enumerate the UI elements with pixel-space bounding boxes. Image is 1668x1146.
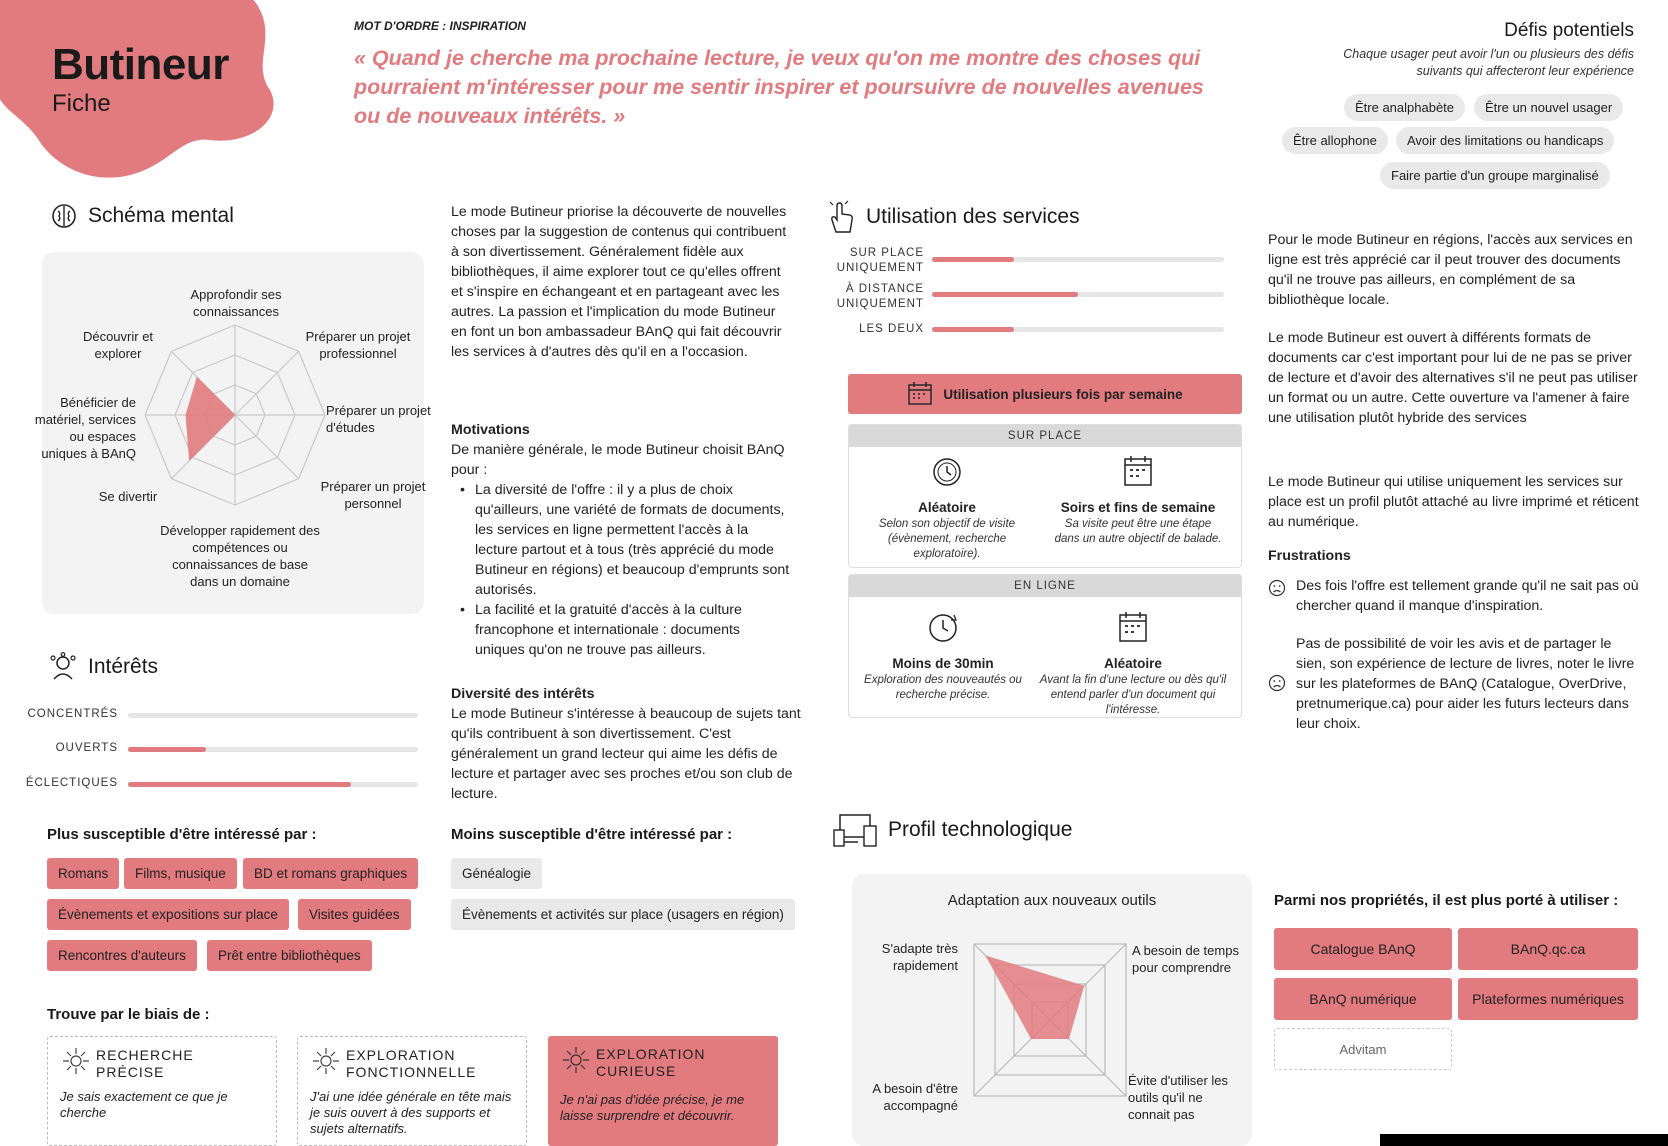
bottom-bar	[1380, 1134, 1668, 1146]
trouve-card-desc: J'ai une idée générale en tête mais je suis ouvert à des supports et sujets alternatifs.	[310, 1089, 512, 1136]
tech-label: A besoin de temps pour comprendre	[1132, 943, 1239, 975]
devices-icon	[832, 812, 878, 848]
clock-icon	[930, 455, 964, 489]
tech-radar	[970, 940, 1130, 1100]
plus-tag: Prêt entre bibliothèques	[207, 940, 372, 971]
intro-text: Le mode Butineur priorise la découverte de nouvelles choses par la suggestion de contenus qui contribuent à son divertissement. Généralement fidèle aux bibliothèques, il aime explorer tout ce qu'elles offrent et s'inspire en échangeant et en partageant avec les autres. La passion et l'implication du mode Butineur en font un bon ambassadeur BAnQ qui fait découvrir les services à d'autres dès qu'il en a l'occasion.	[451, 204, 787, 360]
page-title: Butineur	[52, 40, 229, 89]
defis-description: Chaque usager peut avoir l'un ou plusieurs des défis suivants qui affecteront leur expérience	[1343, 47, 1634, 78]
interet-bar-fill	[128, 782, 351, 787]
plus-tag: Évènements et expositions sur place	[47, 899, 289, 930]
tech-radar-area	[985, 955, 1084, 1039]
sparkle-icon	[560, 1044, 592, 1076]
interet-bar-track	[128, 747, 418, 752]
trouve-card-title: EXPLORATION CURIEUSE	[596, 1046, 706, 1079]
motivations-intro: De manière générale, le mode Butineur choisit BAnQ pour :	[451, 442, 785, 478]
calendar-icon	[1122, 455, 1154, 489]
defi-chip: Être un nouvel usager	[1474, 94, 1623, 121]
sparkle-icon	[310, 1045, 342, 1077]
interet-bar-label: ÉCLECTIQUES	[25, 777, 118, 789]
service-bar-label: LES DEUX	[859, 323, 924, 335]
defi-chip: Avoir des limitations ou handicaps	[1396, 127, 1614, 154]
usage-col	[863, 611, 1023, 703]
props-title: Parmi nos propriétés, il est plus porté à utiliser :	[1274, 892, 1619, 909]
tech-heading	[832, 812, 1072, 848]
trouve-card-title: RECHERCHE PRÉCISE	[96, 1047, 194, 1080]
trouve-card-title: EXPLORATION FONCTIONNELLE	[346, 1047, 477, 1080]
schema-heading	[50, 202, 234, 230]
schema-title: Schéma mental	[88, 204, 234, 227]
plus-tag: Visites guidées	[298, 899, 411, 930]
prop-plateformes: Plateformes numériques	[1458, 978, 1638, 1020]
trouve-title: Trouve par le biais de :	[47, 1006, 210, 1023]
service-bar-fill	[932, 327, 1014, 332]
plus-tag: BD et romans graphiques	[243, 858, 418, 889]
usage-col-desc: Sa visite peut être une étape dans un autre objectif de balade.	[1054, 518, 1222, 545]
persona-quote: « Quand je cherche ma prochaine lecture, je veux qu'on me montre des choses qui pourraient m'intéresser pour me sentir inspirer et poursuivre de nouvelles avenues ou de nouveaux intérêts. »	[354, 46, 1204, 128]
diversite-text: Le mode Butineur s'intéresse à beaucoup de sujets tant qu'ils contribuent à son divertissement. C'est généralement un grand lecteur qui aime les défis de lecture et partager avec ses proches et/ou son club de lecture.	[451, 706, 801, 802]
schema-label: Préparer un projet personnel	[320, 479, 426, 511]
interet-bar-fill	[128, 747, 206, 752]
sad-face-icon	[1268, 579, 1286, 597]
usage-col-title: Soirs et fins de semaine	[1060, 500, 1216, 515]
usage-col-desc: Exploration des nouveautés ou recherche précise.	[864, 674, 1022, 701]
tech-label: A besoin d'être accompagné	[872, 1081, 958, 1113]
plus-tag: Films, musique	[124, 858, 237, 889]
frustration-item	[1268, 634, 1640, 734]
timer-icon	[926, 611, 960, 645]
page-subtitle: Fiche	[52, 90, 111, 117]
service-bar-label: SUR PLACE UNIQUEMENT	[836, 247, 924, 274]
usage-col-desc: Selon son objectif de visite (évènement, recherche exploratoire).	[878, 518, 1016, 560]
sur-place-paragraph: Le mode Butineur qui utilise uniquement les services sur place est un profil plutôt attaché au livre imprimé et réticent au numérique.	[1268, 474, 1639, 530]
schema-label: Approfondir ses connaissances	[190, 287, 282, 319]
interet-bar-label: CONCENTRÉS	[27, 708, 118, 720]
defi-chip: Faire partie d'un groupe marginalisé	[1380, 162, 1610, 189]
interet-bar-track	[128, 782, 418, 787]
interet-bar-label: OUVERTS	[55, 742, 118, 754]
radar-axis	[235, 415, 299, 479]
sparkle-icon	[60, 1045, 92, 1077]
frequency-text: Utilisation plusieurs fois par semaine	[943, 386, 1183, 402]
brain-icon	[50, 202, 78, 230]
trouve-card	[47, 1036, 277, 1146]
plus-title: Plus susceptible d'être intéressé par :	[47, 826, 317, 843]
usage-en-ligne	[848, 574, 1242, 718]
plus-tag: Romans	[47, 858, 119, 889]
interets-title: Intérêts	[88, 655, 159, 678]
motivations-title: Motivations	[451, 422, 530, 438]
service-bar-track	[932, 292, 1224, 297]
trouve-card	[297, 1036, 527, 1146]
usage-sur-place	[848, 424, 1242, 568]
frustration-text: Des fois l'offre est tellement grande qu'il ne sait pas où chercher quand il manque d'inspiration.	[1296, 578, 1639, 614]
services-heading	[828, 200, 1080, 234]
tech-label: S'adapte très rapidement	[881, 941, 958, 973]
service-bar-track	[932, 327, 1224, 332]
plus-tag: Rencontres d'auteurs	[47, 940, 197, 971]
moins-title: Moins susceptible d'être intéressé par :	[451, 826, 733, 843]
usage-col-title: Aléatoire	[1104, 656, 1162, 671]
service-bar-track	[932, 257, 1224, 262]
frustration-item	[1268, 576, 1640, 616]
usage-col	[1053, 455, 1223, 547]
interests-person-icon	[48, 652, 78, 682]
calendar-icon	[1117, 611, 1149, 645]
usage-col-title: Aléatoire	[918, 500, 976, 515]
prop-advitam: Advitam	[1274, 1028, 1452, 1070]
calendar-icon	[907, 381, 933, 407]
tech-title: Profil technologique	[888, 818, 1073, 841]
radar-axis	[235, 351, 299, 415]
usage-head: SUR PLACE	[849, 425, 1241, 447]
usage-col-desc: Avant la fin d'une lecture ou dès qu'il entend parler d'un document qui l'intéresse.	[1039, 674, 1227, 716]
hand-icon	[828, 200, 856, 234]
trouve-card-desc: Je sais exactement ce que je cherche	[60, 1089, 228, 1120]
service-bar-label: À DISTANCE UNIQUEMENT	[836, 283, 924, 310]
prop-banq-numerique: BAnQ numérique	[1274, 978, 1452, 1020]
usage-head: EN LIGNE	[849, 575, 1241, 597]
defi-chip: Être allophone	[1282, 127, 1388, 154]
service-bar-fill	[932, 292, 1078, 297]
adaptation-title: Adaptation aux nouveaux outils	[947, 892, 1157, 909]
usage-col-title: Moins de 30min	[892, 656, 994, 671]
moins-tag: Évènements et activités sur place (usagers en région)	[451, 899, 795, 930]
frustrations-title: Frustrations	[1268, 548, 1351, 564]
region-paragraph: Pour le mode Butineur en régions, l'accès aux services en ligne est très apprécié car il peut trouver des documents qu'il ne trouve pas ailleurs, en complément de sa bibliothèque locale.	[1268, 232, 1633, 308]
schema-label: Bénéficier de matériel, services ou espaces uniques à BAnQ	[34, 395, 136, 461]
interet-bar-track	[128, 713, 418, 718]
motivation-item: • La diversité de l'offre : il y a plus de choix qu'ailleurs, une variété de formats de documents, les services en ligne permettent l'accès à la lecture partout et à tous (très apprécié du mode Butineur en régions) et beaucoup d'emprunts sont autorisés.	[451, 480, 791, 600]
tech-label: Évite d'utiliser les outils qu'il ne connait pas	[1128, 1073, 1229, 1122]
moins-tag: Généalogie	[451, 858, 542, 889]
schema-label: Découvrir et explorer	[82, 329, 154, 361]
interets-heading	[48, 652, 158, 682]
header-blob	[0, 0, 300, 190]
usage-col	[867, 455, 1027, 562]
services-title: Utilisation des services	[866, 205, 1080, 228]
sad-face-icon	[1268, 674, 1286, 692]
motivation-item: • La facilité et la gratuité d'accès à la culture francophone et internationale : documents uniques qu'on ne trouve pas ailleurs.	[451, 600, 791, 660]
defis-title: Défis potentiels	[1504, 20, 1634, 41]
motivations-list	[451, 480, 791, 660]
prop-banq-site: BAnQ.qc.ca	[1458, 928, 1638, 970]
motto: MOT D'ORDRE : INSPIRATION	[354, 19, 526, 33]
frequency-banner	[848, 374, 1242, 414]
schema-label: Se divertir	[98, 489, 158, 504]
frustration-text: Pas de possibilité de voir les avis et de partager le sien, son expérience de lecture de livres, noter le livre sur les plateformes de BAnQ (Catalogue, OverDrive, pretnumerique.ca) pour aider les futurs lecteurs dans leur choix.	[1296, 636, 1635, 732]
schema-label: Préparer un projet professionnel	[305, 329, 411, 361]
formats-paragraph: Le mode Butineur est ouvert à différents formats de documents car c'est important pour lui de ne pas se priver de lecture et d'avoir des alternatives s'il ne peut pas utiliser un format ou un autre. Cette ouverture va l'amener à faire une utilisation plutôt hybride des services	[1268, 330, 1638, 426]
defi-chip: Être analphabète	[1344, 94, 1465, 121]
service-bar-fill	[932, 257, 1014, 262]
schema-radar-area	[186, 377, 236, 461]
diversite-title: Diversité des intérêts	[451, 686, 595, 702]
prop-catalogue: Catalogue BAnQ	[1274, 928, 1452, 970]
trouve-card-active	[548, 1036, 778, 1146]
schema-label: Préparer un projet d'études	[326, 403, 431, 435]
schema-label: Développer rapidement des compétences ou connaissances de base dans un domaine	[160, 523, 320, 589]
usage-col	[1035, 611, 1231, 718]
trouve-card-desc: Je n'ai pas d'idée précise, je me laisse surprendre et découvrir.	[560, 1092, 745, 1123]
